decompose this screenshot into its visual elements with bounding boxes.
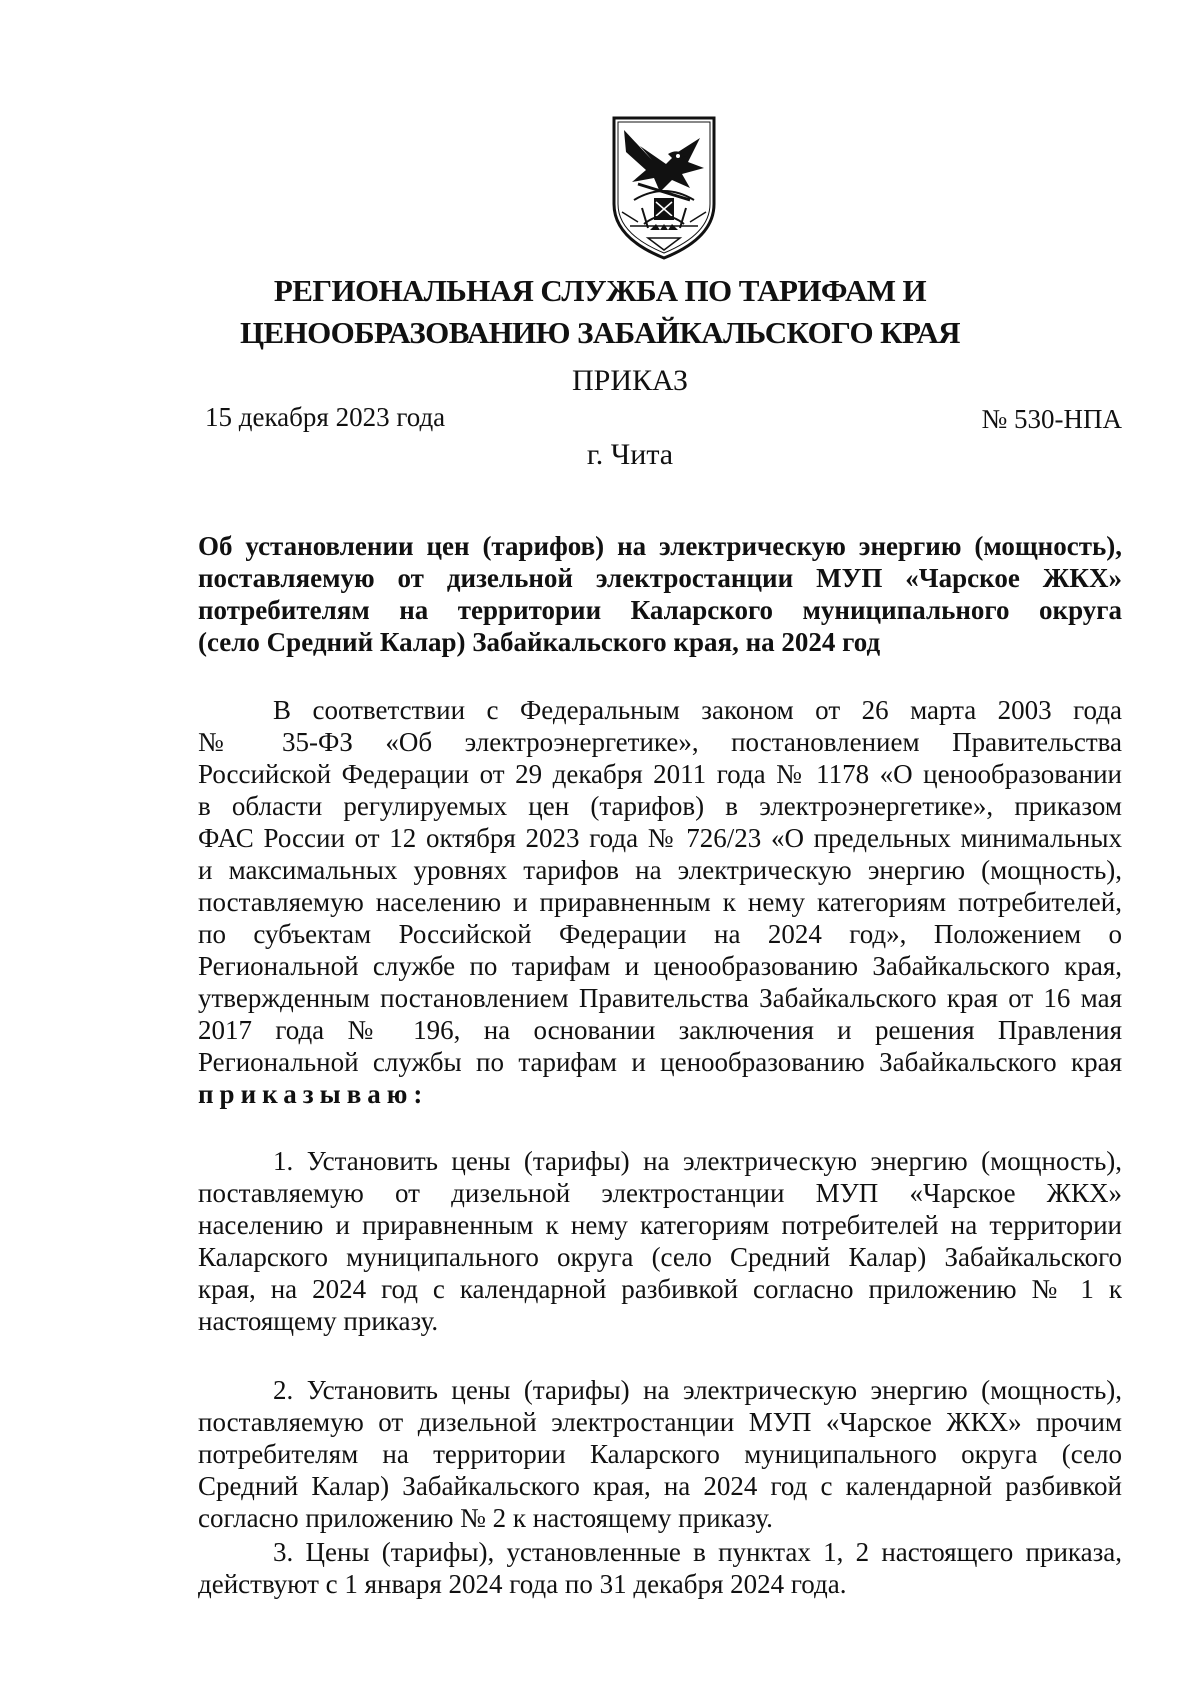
document-title: [198, 530, 1122, 658]
coat-of-arms-emblem: [608, 112, 720, 262]
title-line: поставляемую от дизельной электростанции МУП «Чарское ЖКХ»: [198, 563, 1122, 593]
document-date: 15 декабря 2023 года: [205, 402, 446, 432]
order-item-3: [198, 1536, 1122, 1600]
preamble-line: в области регулируемых цен (тарифов) в электроэнергетике», приказом: [198, 791, 1122, 821]
item-line: 2. Установить цены (тарифы) на электрическую энергию (мощность),: [273, 1375, 1122, 1405]
item-line: потребителям на территории Каларского муниципального округа (село: [198, 1439, 1122, 1469]
preamble-line: 2017 года № 196, на основании заключения и решения Правления: [198, 1015, 1122, 1045]
item-line: поставляемую от дизельной электростанции МУП «Чарское ЖКХ»: [198, 1178, 1122, 1208]
preamble-line: поставляемую населению и приравненным к нему категориям потребителей,: [198, 887, 1122, 917]
preamble-paragraph: [198, 694, 1122, 1110]
agency-name: [180, 270, 1020, 354]
preamble-line: № 35-ФЗ «Об электроэнергетике», постановлением Правительства: [198, 727, 1122, 757]
agency-name-line-2: ЦЕНООБРАЗОВАНИЮ ЗАБАЙКАЛЬСКОГО КРАЯ: [240, 315, 960, 350]
document-type: ПРИКАЗ: [572, 364, 688, 397]
title-line: (село Средний Калар) Забайкальского края, на 2024 год: [198, 627, 881, 657]
item-line: согласно приложению № 2 к настоящему приказу.: [198, 1503, 773, 1533]
item-line: 3. Цены (тарифы), установленные в пунктах 1, 2 настоящего приказа,: [273, 1537, 1122, 1567]
preamble-line: и максимальных уровнях тарифов на электрическую энергию (мощность),: [198, 855, 1122, 885]
item-line: Каларского муниципального округа (село Средний Калар) Забайкальского: [198, 1242, 1122, 1272]
item-line: действуют с 1 января 2024 года по 31 декабря 2024 года.: [198, 1569, 847, 1599]
preamble-line: Региональной службе по тарифам и ценообразованию Забайкальского края,: [198, 951, 1122, 981]
title-line: потребителям на территории Каларского муниципального округа: [198, 595, 1122, 625]
item-line: настоящему приказу.: [198, 1306, 439, 1336]
agency-name-line-1: РЕГИОНАЛЬНАЯ СЛУЖБА ПО ТАРИФАМ И: [273, 273, 927, 308]
preamble-line: утвержденным постановлением Правительства Забайкальского края от 16 мая: [198, 983, 1122, 1013]
item-line: поставляемую от дизельной электростанции МУП «Чарское ЖКХ» прочим: [198, 1407, 1122, 1437]
order-item-1: [198, 1145, 1122, 1337]
document-city: г. Чита: [586, 438, 674, 471]
preamble-line: В соответствии с Федеральным законом от 26 марта 2003 года: [273, 695, 1122, 725]
preamble-line: Российской Федерации от 29 декабря 2011 года № 1178 «О ценообразовании: [198, 759, 1122, 789]
order-word: приказываю:: [198, 1079, 429, 1109]
item-line: 1. Установить цены (тарифы) на электрическую энергию (мощность),: [273, 1146, 1122, 1176]
item-line: населению и приравненным к нему категориям потребителей на территории: [198, 1210, 1122, 1240]
order-item-2: [198, 1374, 1122, 1534]
preamble-line: Региональной службы по тарифам и ценообразованию Забайкальского края: [198, 1047, 1122, 1077]
preamble-line: ФАС России от 12 октября 2023 года № 726/23 «О предельных минимальных: [198, 823, 1122, 853]
title-line: Об установлении цен (тарифов) на электрическую энергию (мощность),: [198, 531, 1122, 561]
item-line: края, на 2024 год с календарной разбивкой согласно приложению № 1 к: [198, 1274, 1122, 1304]
document-number: № 530-НПА: [981, 404, 1122, 434]
preamble-line: по субъектам Российской Федерации на 2024 год», Положением о: [198, 919, 1122, 949]
item-line: Средний Калар) Забайкальского края, на 2024 год с календарной разбивкой: [198, 1471, 1122, 1501]
